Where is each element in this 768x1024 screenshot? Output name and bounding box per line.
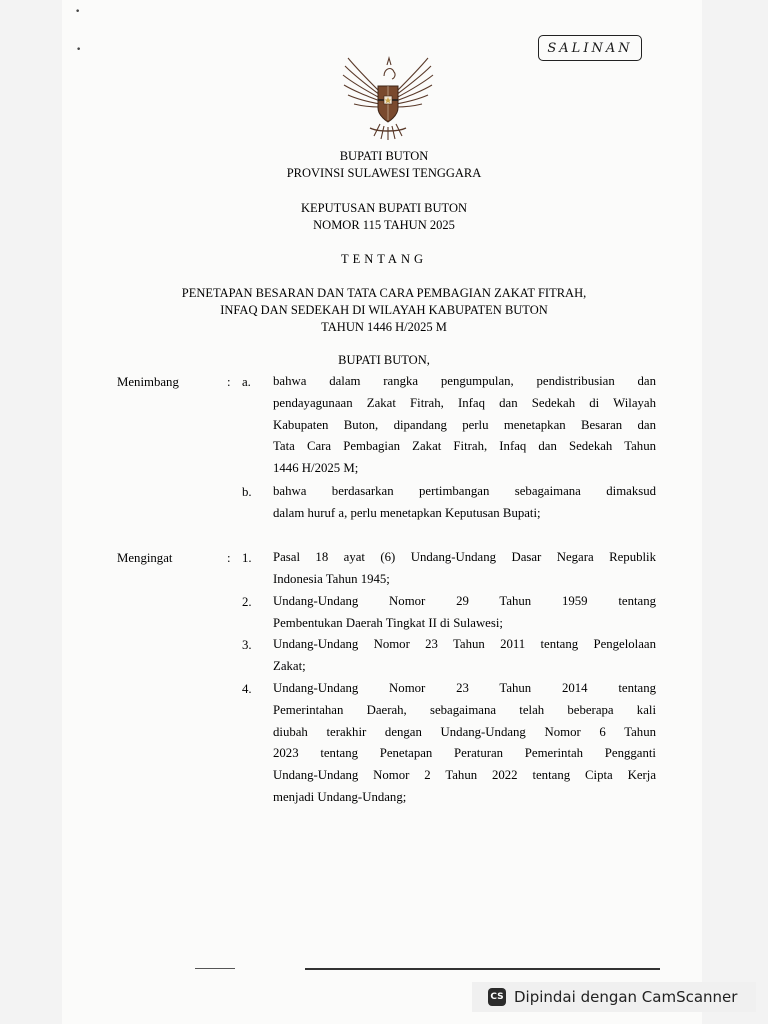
camscanner-watermark (472, 982, 756, 1012)
scan-speck: • (76, 45, 82, 55)
mengingat-colon: : (227, 551, 231, 565)
text-line: pendayagunaan Zakat Fitrah, Infaq dan Sedekah di Wilayah (273, 395, 656, 410)
tentang-heading: TENTANG (340, 252, 427, 266)
camscanner-text: Dipindai dengan CamScanner (514, 988, 738, 1006)
text-line: 1446 H/2025 M; (273, 461, 359, 476)
mengingat-label: Mengingat (117, 551, 173, 565)
text-line: menjadi Undang-Undang; (273, 789, 407, 804)
text-line: Indonesia Tahun 1945; (273, 571, 390, 586)
text-line: Undang-Undang Nomor 23 Tahun 2014 tentang (273, 681, 656, 695)
menimbang-colon: : (227, 375, 231, 389)
menimbang-item-b (273, 481, 656, 525)
text-line: 2023 tentang Penetapan Peraturan Pemerintah Pengganti (273, 746, 656, 761)
scan-edge-line (195, 968, 235, 969)
menimbang-marker-a: a. (242, 375, 251, 389)
authority-heading: BUPATI BUTON, (338, 353, 430, 367)
text-line: Pasal 18 ayat (6) Undang-Undang Dasar Negara Republik (273, 550, 656, 564)
text-line: Pembentukan Daerah Tingkat II di Sulawesi; (273, 615, 503, 630)
subject-line-2: INFAQ DAN SEDEKAH DI WILAYAH KABUPATEN BUTON (220, 303, 548, 317)
mengingat-item-3 (273, 634, 656, 678)
camscanner-logo-icon: CS (488, 988, 506, 1006)
text-line: Zakat; (273, 658, 306, 673)
mengingat-marker-1: 1. (242, 551, 252, 565)
decree-number: NOMOR 115 TAHUN 2025 (313, 218, 455, 232)
text-line: Undang-Undang Nomor 23 Tahun 2011 tentang Pengelolaan (273, 637, 656, 651)
text-line: Kabupaten Buton, dipandang perlu menetapkan Besaran dan (273, 417, 656, 432)
subject-line-1: PENETAPAN BESARAN DAN TATA CARA PEMBAGIAN ZAKAT FITRAH, (181, 286, 587, 300)
menimbang-label: Menimbang (117, 375, 179, 389)
mengingat-item-2 (273, 591, 656, 635)
text-line: dalam huruf a, perlu menetapkan Keputusan Bupati; (273, 505, 541, 520)
scan-edge-line (305, 968, 660, 970)
text-line: bahwa berdasarkan pertimbangan sebagaimana dimaksud (273, 484, 656, 498)
menimbang-marker-b: b. (242, 485, 252, 499)
text-line: bahwa dalam rangka pengumpulan, pendistribusian dan (273, 374, 656, 388)
mengingat-marker-2: 2. (242, 595, 252, 609)
scan-speck: • (75, 7, 81, 17)
subject-line-3: TAHUN 1446 H/2025 M (321, 320, 447, 334)
text-line: Pemerintahan Daerah, sebagaimana telah beberapa kali (273, 702, 656, 717)
text-line: diubah terakhir dengan Undang-Undang Nomor 6 Tahun (273, 724, 656, 739)
decree-title: KEPUTUSAN BUPATI BUTON (301, 201, 467, 215)
mengingat-marker-3: 3. (242, 638, 252, 652)
menimbang-item-a (273, 371, 656, 480)
salinan-stamp: SALINAN (538, 35, 642, 61)
issuer-province: PROVINSI SULAWESI TENGGARA (286, 166, 482, 180)
mengingat-item-4 (273, 678, 656, 809)
text-line: Undang-Undang Nomor 29 Tahun 1959 tentang (273, 594, 656, 608)
mengingat-marker-4: 4. (242, 682, 252, 696)
issuer-title: BUPATI BUTON (339, 149, 429, 163)
text-line: Undang-Undang Nomor 2 Tahun 2022 tentang Cipta Kerja (273, 768, 656, 783)
text-line: Tata Cara Pembagian Zakat Fitrah, Infaq dan Sedekah Tahun (273, 439, 656, 454)
mengingat-item-1 (273, 547, 656, 591)
garuda-emblem-icon (340, 52, 436, 142)
